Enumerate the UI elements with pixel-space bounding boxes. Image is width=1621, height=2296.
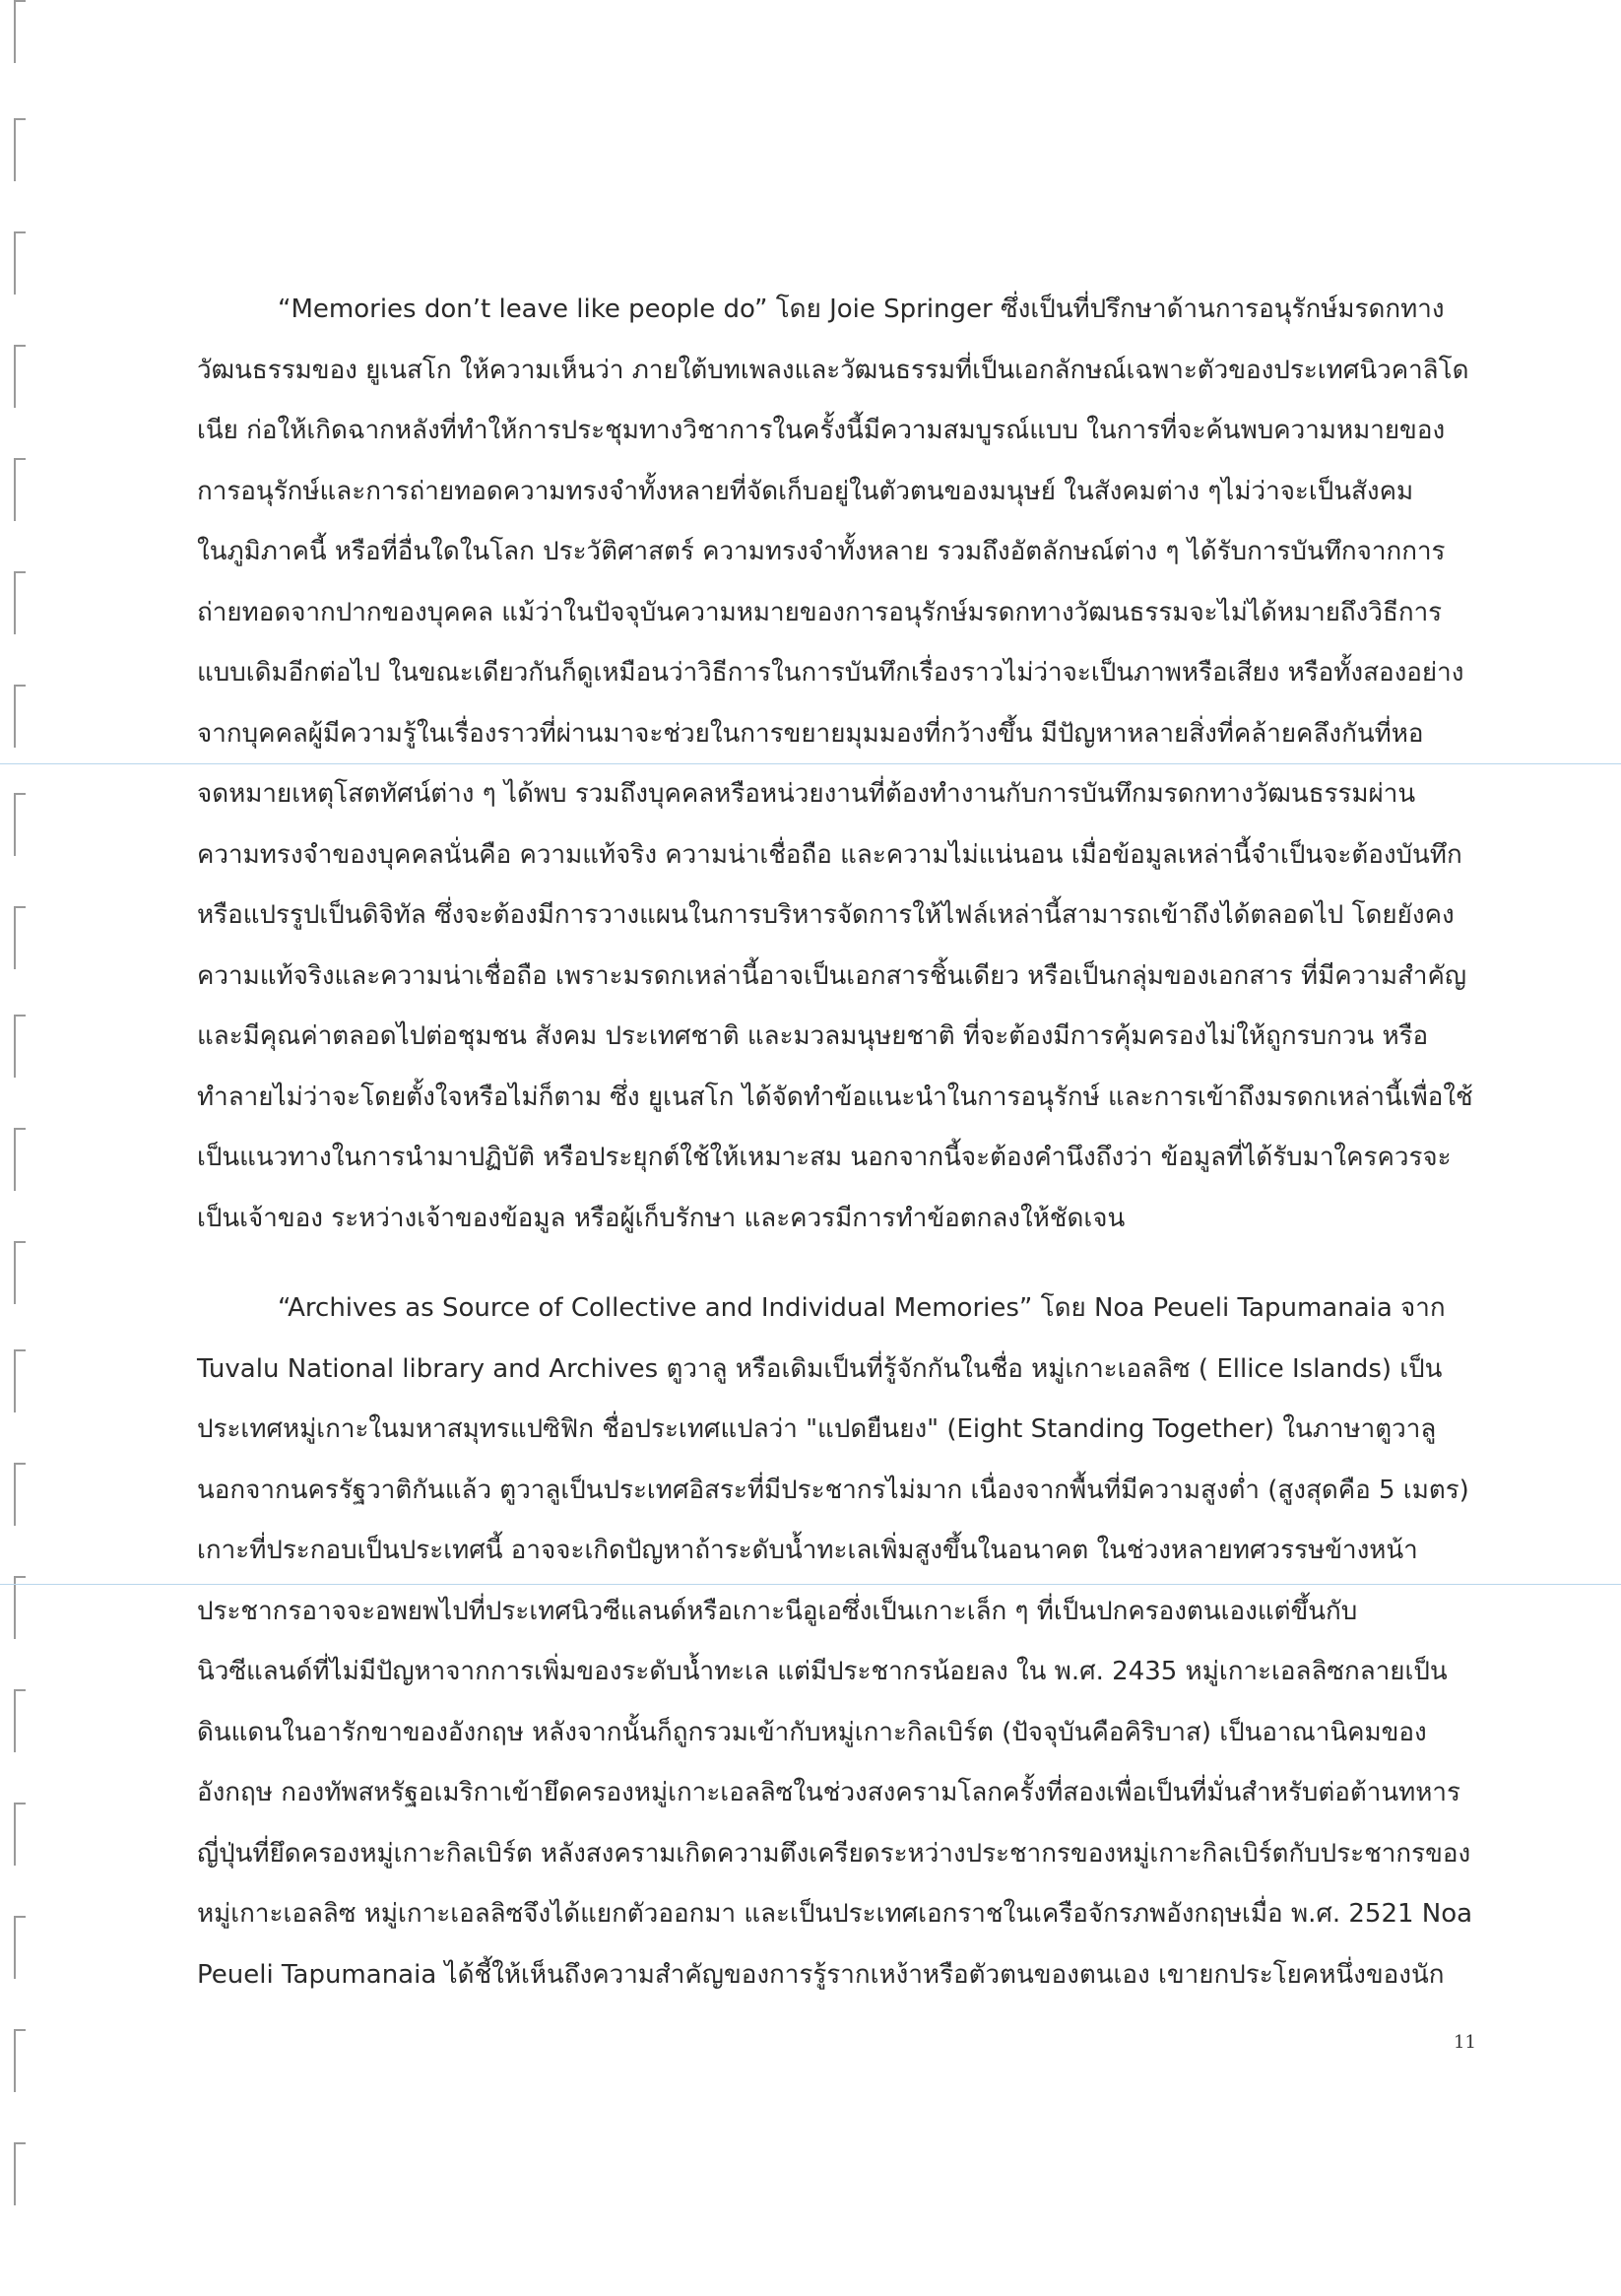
paragraph-memories xyxy=(197,280,1477,1249)
text-line: วัฒนธรรมของ ยูเนสโก ให้ความเห็นว่า ภายใต้บทเพลงและวัฒนธรรมที่เป็นเอกลักษณ์เฉพาะตัวของประเทศนิวคาลิโด xyxy=(197,355,1469,385)
text-line: Peueli Tapumanaia ได้ชี้ให้เห็นถึงความสำคัญของการรู้รากเหง้าหรือตัวตนของตนเอง เขายกประโยคหนึ่งของนัก xyxy=(197,1959,1445,1990)
text-line: ความทรงจำของบุคคลนั่นคือ ความแท้จริง ความน่าเชื่อถือ และความไม่แน่นอน เมื่อข้อมูลเหล่านี้จำเป็นจะต้องบันทึก xyxy=(197,839,1462,870)
text-line: หรือแปรรูปเป็นดิจิทัล ซึ่งจะต้องมีการวางแผนในการบริหารจัดการให้ไฟล์เหล่านี้สามารถเข้าถึงได้ตลอดไป โดยยังคง xyxy=(197,900,1455,930)
text-line: การอนุรักษ์และการถ่ายทอดความทรงจำทั้งหลายที่จัดเก็บอยู่ในตัวตนของมนุษย์ ในสังคมต่าง ๆไม่ว่าจะเป็นสังคม xyxy=(197,476,1414,506)
text-line: นิวซีแลนด์ที่ไม่มีปัญหาจากการเพิ่มของระดับน้ำทะเล แต่มีประชากรน้อยลง ใน พ.ศ. 2435 หมู่เกาะเอลลิซกลายเป็น xyxy=(197,1657,1448,1686)
text-line: อังกฤษ กองทัพสหรัฐอเมริกาเข้ายึดครองหมู่เกาะเอลลิซในช่วงสงครามโลกครั้งที่สองเพื่อเป็นที่มั่นสำหรับต่อต้านทหาร xyxy=(197,1778,1460,1807)
text-line: และมีคุณค่าตลอดไปต่อชุมชน สังคม ประเทศชาติ และมวลมนุษยชาติ ที่จะต้องมีการคุ้มครองไม่ให้ถูกรบกวน หรือ xyxy=(197,1021,1429,1051)
paragraph-archives xyxy=(197,1279,1477,2005)
text-line: นอกจากนครรัฐวาติกันแล้ว ตูวาลูเป็นประเทศอิสระที่มีประชากรไม่มาก เนื่องจากพื้นที่มีความสูงต่ำ (สูงสุดคือ 5 เมตร) xyxy=(197,1475,1469,1505)
text-line: ดินแดนในอารักขาของอังกฤษ หลังจากนั้นก็ถูกรวมเข้ากับหมู่เกาะกิลเบิร์ต (ปัจจุบันคือคิริบาส) เป็นอาณานิคมของ xyxy=(197,1717,1427,1747)
text-line: จากบุคคลผู้มีความรู้ในเรื่องราวที่ผ่านมาจะช่วยในการขยายมุมมองที่กว้างขึ้น มีปัญหาหลายสิ่งที่คล้ายคลึงกันที่หอ xyxy=(197,718,1424,749)
text-line: “Archives as Source of Collective and Individual Memories” โดย Noa Peueli Tapumanaia จาก xyxy=(278,1293,1446,1323)
text-line: “Memories don’t leave like people do” โดย Joie Springer ซึ่งเป็นที่ปรึกษาด้านการอนุรักษ์มรดกทาง xyxy=(278,295,1445,324)
page-number: 11 xyxy=(1454,2032,1476,2053)
text-line: ประเทศหมู่เกาะในมหาสมุทรแปซิฟิก ชื่อประเทศแปลว่า "แปดยืนยง" (Eight Standing Together) ในภาษาตูวาลู xyxy=(197,1414,1437,1444)
text-line: แบบเดิมอีกต่อไป ในขณะเดียวกันก็ดูเหมือนว่าวิธีการในการบันทึกเรื่องราวไม่ว่าจะเป็นภาพหรือเสียง หรือทั้งสองอย่าง xyxy=(197,658,1464,688)
text-line: เป็นแนวทางในการนำมาปฏิบัติ หรือประยุกต์ใช้ให้เหมาะสม นอกจากนี้จะต้องคำนึงถึงว่า ข้อมูลที่ได้รับมาใครควรจะ xyxy=(197,1143,1452,1172)
binder-edge xyxy=(10,0,30,2296)
text-line: ในภูมิภาคนี้ หรือที่อื่นใดในโลก ประวัติศาสตร์ ความทรงจำทั้งหลาย รวมถึงอัตลักษณ์ต่าง ๆ ได้รับการบันทึกจากการ xyxy=(197,537,1446,566)
document-body xyxy=(197,280,1477,2005)
text-line: จดหมายเหตุโสตทัศน์ต่าง ๆ ได้พบ รวมถึงบุคคลหรือหน่วยงานที่ต้องทำงานกับการบันทึกมรดกทางวัฒนธรรมผ่าน xyxy=(197,779,1416,809)
text-line: Tuvalu National library and Archives ตูวาลู หรือเดิมเป็นที่รู้จักกันในชื่อ หมู่เกาะเอลลิซ ( Ellice Islands) เป็น xyxy=(197,1353,1443,1384)
text-line: หมู่เกาะเอลลิซ หมู่เกาะเอลลิซจึงได้แยกตัวออกมา และเป็นประเทศเอกราชในเครือจักรภพอังกฤษเมื่อ พ.ศ. 2521 Noa xyxy=(197,1899,1473,1929)
text-line: เนีย ก่อให้เกิดฉากหลังที่ทำให้การประชุมทางวิชาการในครั้งนี้มีความสมบูรณ์แบบ ในการที่จะค้นพบความหมายของ xyxy=(197,416,1446,445)
text-line: เป็นเจ้าของ ระหว่างเจ้าของข้อมูล หรือผู้เก็บรักษา และควรมีการทำข้อตกลงให้ชัดเจน xyxy=(197,1203,1126,1233)
text-line: ความแท้จริงและความน่าเชื่อถือ เพราะมรดกเหล่านี้อาจเป็นเอกสารชิ้นเดียว หรือเป็นกลุ่มของเอกสาร ที่มีความสำคัญ xyxy=(197,960,1466,991)
text-line: เกาะที่ประกอบเป็นประเทศนี้ อาจจะเกิดปัญหาถ้าระดับน้ำทะเลเพิ่มสูงขึ้นในอนาคต ในช่วงหลายทศวรรษข้างหน้า xyxy=(197,1536,1418,1565)
text-line: ประชากรอาจจะอพยพไปที่ประเทศนิวซีแลนด์หรือเกาะนีอูเอซึ่งเป็นเกาะเล็ก ๆ ที่เป็นปกครองตนเองแต่ขึ้นกับ xyxy=(197,1596,1358,1626)
text-line: ทำลายไม่ว่าจะโดยตั้งใจหรือไม่ก็ตาม ซึ่ง ยูเนสโก ได้จัดทำข้อแนะนำในการอนุรักษ์ และการเข้าถึงมรดกเหล่านี้เพื่อใช้ xyxy=(197,1082,1473,1112)
text-line: ญี่ปุ่นที่ยึดครองหมู่เกาะกิลเบิร์ต หลังสงครามเกิดความตึงเครียดระหว่างประชากรของหมู่เกาะกิลเบิร์ตกับประชากรของ xyxy=(197,1838,1471,1869)
text-line: ถ่ายทอดจากปากของบุคคล แม้ว่าในปัจจุบันความหมายของการอนุรักษ์มรดกทางวัฒนธรรมจะไม่ได้หมายถึงวิธีการ xyxy=(197,597,1443,627)
